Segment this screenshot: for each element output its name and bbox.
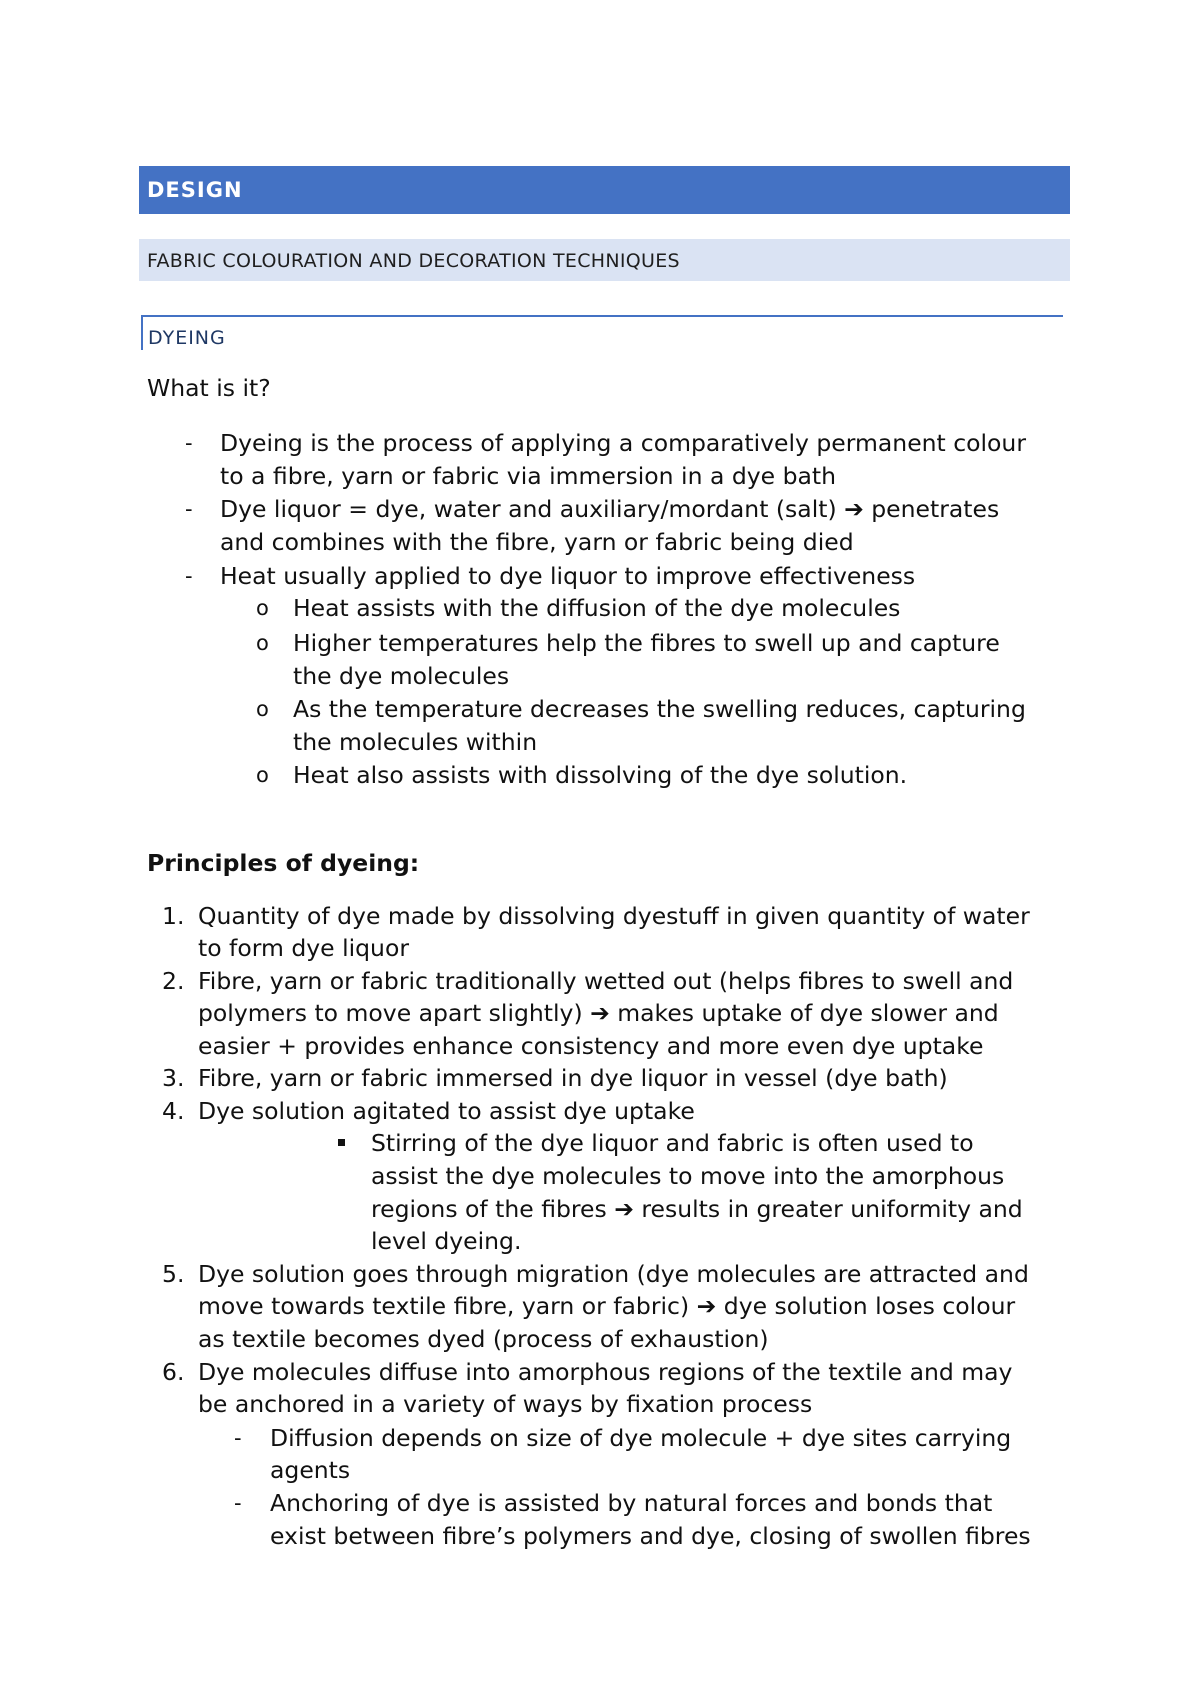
- list-item-line: Fibre, yarn or fabric immersed in dye liquor in vessel (dye bath): [198, 1064, 948, 1092]
- principles-heading: Principles of dyeing:: [147, 849, 420, 877]
- list-item-line: Dye molecules diffuse into amorphous regions of the textile and may: [198, 1358, 1013, 1386]
- section-heading-dyeing: DYEING: [141, 315, 1063, 350]
- square-bullet-icon: [338, 1139, 345, 1146]
- bullet-line: and combines with the fibre, yarn or fabric being died: [220, 528, 854, 556]
- list-item-line: be anchored in a variety of ways by fixation process: [198, 1390, 813, 1418]
- bullet-line: Dyeing is the process of applying a comparatively permanent colour: [220, 429, 1026, 457]
- circle-marker: o: [256, 631, 269, 655]
- sub-bullet-line: As the temperature decreases the swelling reduces, capturing: [293, 695, 1026, 723]
- sub-bullet-line: Stirring of the dye liquor and fabric is often used to: [371, 1129, 974, 1157]
- sub-dash-line: exist between fibre’s polymers and dye, closing of swollen fibres: [270, 1522, 1031, 1550]
- list-item-line: move towards textile fibre, yarn or fabric) ➔ dye solution loses colour: [198, 1292, 1016, 1320]
- list-item-line: easier + provides enhance consistency and more even dye uptake: [198, 1032, 984, 1060]
- dash-marker: -: [185, 497, 193, 521]
- dash-marker: -: [185, 564, 193, 588]
- dash-marker: -: [234, 1426, 242, 1450]
- list-item-line: Quantity of dye made by dissolving dyestuff in given quantity of water: [198, 902, 1030, 930]
- list-item-line: as textile becomes dyed (process of exhaustion): [198, 1325, 769, 1353]
- list-item-line: Dye solution goes through migration (dye molecules are attracted and: [198, 1260, 1029, 1288]
- list-number: 5.: [162, 1260, 185, 1288]
- bullet-line: to a fibre, yarn or fabric via immersion in a dye bath: [220, 462, 836, 490]
- sub-bullet-line: Heat assists with the diffusion of the dye molecules: [293, 594, 901, 622]
- list-item-line: to form dye liquor: [198, 934, 409, 962]
- list-number: 1.: [162, 902, 185, 930]
- sub-dash-line: agents: [270, 1456, 351, 1484]
- dash-marker: -: [234, 1491, 242, 1515]
- list-item-line: Fibre, yarn or fabric traditionally wetted out (helps fibres to swell and: [198, 967, 1014, 995]
- bullet-line: Dye liquor = dye, water and auxiliary/mordant (salt) ➔ penetrates: [220, 495, 1000, 523]
- sub-bullet-line: assist the dye molecules to move into the amorphous: [371, 1162, 1005, 1190]
- list-number: 4.: [162, 1097, 185, 1125]
- arrow-icon: ➔: [844, 495, 864, 523]
- circle-marker: o: [256, 697, 269, 721]
- sub-dash-line: Diffusion depends on size of dye molecule + dye sites carrying: [270, 1424, 1012, 1452]
- arrow-icon: ➔: [590, 999, 610, 1027]
- list-number: 2.: [162, 967, 185, 995]
- arrow-icon: ➔: [696, 1292, 717, 1320]
- sub-bullet-line: Heat also assists with dissolving of the dye solution.: [293, 761, 908, 789]
- list-number: 6.: [162, 1358, 185, 1386]
- sub-dash-line: Anchoring of dye is assisted by natural forces and bonds that: [270, 1489, 993, 1517]
- sub-bullet-line: regions of the fibres ➔ results in greater uniformity and: [371, 1195, 1023, 1223]
- sub-bullet-line: Higher temperatures help the fibres to swell up and capture: [293, 629, 1000, 657]
- circle-marker: o: [256, 596, 269, 620]
- sub-bullet-line: the dye molecules: [293, 662, 510, 690]
- arrow-icon: ➔: [614, 1195, 634, 1223]
- list-number: 3.: [162, 1064, 185, 1092]
- sub-bullet-line: the molecules within: [293, 728, 538, 756]
- sub-bullet-line: level dyeing.: [371, 1227, 522, 1255]
- list-item-line: polymers to move apart slightly) ➔ makes uptake of dye slower and: [198, 999, 999, 1027]
- circle-marker: o: [256, 763, 269, 787]
- list-item-line: Dye solution agitated to assist dye uptake: [198, 1097, 695, 1125]
- design-banner: DESIGN: [139, 166, 1070, 214]
- what-is-it-heading: What is it?: [147, 374, 271, 402]
- topic-subtitle: FABRIC COLOURATION AND DECORATION TECHNIQUES: [139, 239, 1070, 281]
- bullet-line: Heat usually applied to dye liquor to improve effectiveness: [220, 562, 916, 590]
- dash-marker: -: [185, 431, 193, 455]
